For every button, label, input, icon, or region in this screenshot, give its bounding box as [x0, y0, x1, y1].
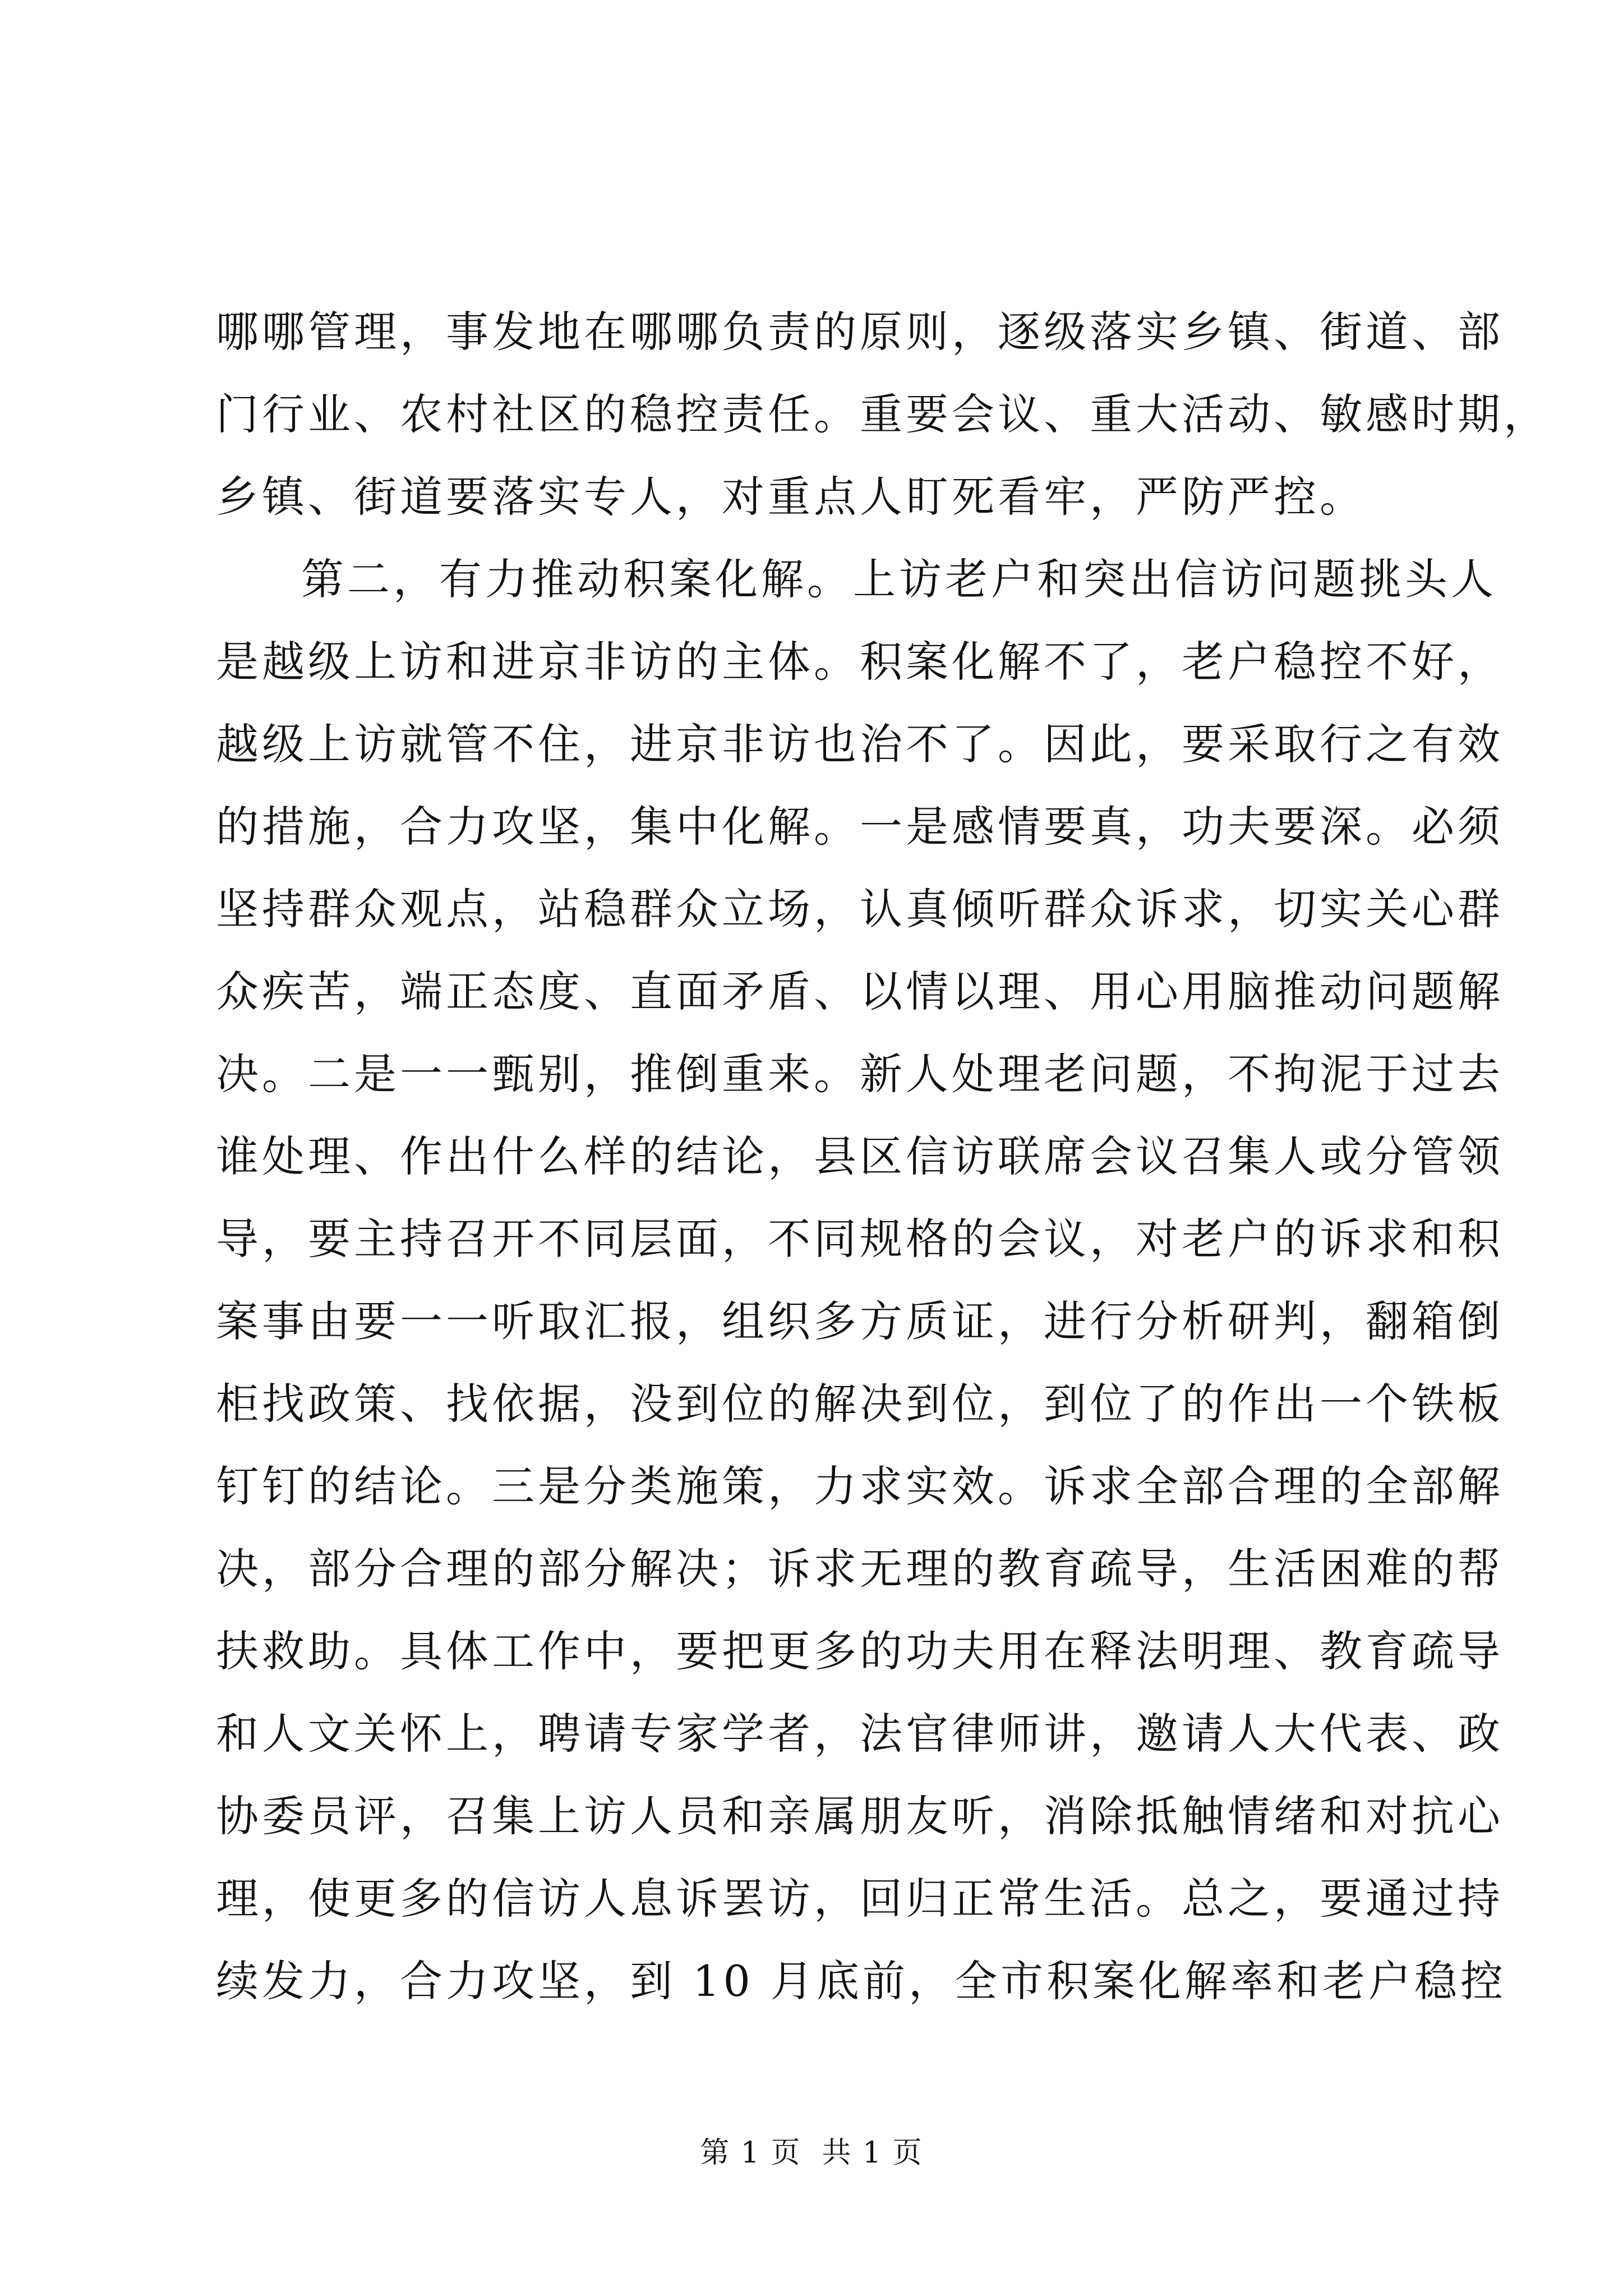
text-line: 的措施，合力攻坚，集中化解。一是感情要真，功夫要深。必须 [216, 802, 1504, 852]
text-line: 坚持群众观点，站稳群众立场，认真倾听群众诉求，切实关心群 [216, 884, 1504, 934]
text-line: 谁处理、作出什么样的结论，县区信访联席会议召集人或分管领 [216, 1131, 1504, 1181]
text-line: 钉钉的结论。三是分类施策，力求实效。诉求全部合理的全部解 [216, 1461, 1504, 1511]
text-line: 决，部分合理的部分解决；诉求无理的教育疏导，生活困难的帮 [216, 1544, 1504, 1594]
text-line: 是越级上访和进京非访的主体。积案化解不了，老户稳控不好， [216, 637, 1504, 687]
text-line: 扶救助。具体工作中，要把更多的功夫用在释法明理、教育疏导 [216, 1626, 1504, 1676]
text-line: 导，要主持召开不同层面，不同规格的会议，对老户的诉求和积 [216, 1214, 1504, 1264]
text-line: 协委员评，召集上访人员和亲属朋友听，消除抵触情绪和对抗心 [216, 1791, 1504, 1841]
document-body [216, 291, 1550, 2022]
text-line: 续发力，合力攻坚，到 10 月底前，全市积案化解率和老户稳控 [216, 1956, 1507, 2006]
text-line: 越级上访就管不住，进京非访也治不了。因此，要采取行之有效 [216, 719, 1504, 769]
text-line: 哪哪管理，事发地在哪哪负责的原则，逐级落实乡镇、街道、部 [216, 307, 1504, 357]
text-line: 理，使更多的信访人息诉罢访，回归正常生活。总之，要通过持 [216, 1874, 1504, 1924]
text-line: 乡镇、街道要落实专人，对重点人盯死看牢，严防严控。 [216, 472, 1366, 522]
text-line: 决。二是一一甄别，推倒重来。新人处理老问题，不拘泥于过去 [216, 1049, 1504, 1099]
text-line: 案事由要一一听取汇报，组织多方质证，进行分析研判，翻箱倒 [216, 1296, 1504, 1346]
text-line: 柜找政策、找依据，没到位的解决到位，到位了的作出一个铁板 [216, 1379, 1504, 1429]
page-number-footer: 第 1 页 共 1 页 [700, 2136, 923, 2170]
paragraph-first-line: 第二，有力推动积案化解。上访老户和突出信访问题挑头人 [301, 554, 1497, 604]
text-line: 众疾苦，端正态度、直面矛盾、以情以理、用心用脑推动问题解 [216, 967, 1504, 1016]
text-line: 和人文关怀上，聘请专家学者，法官律师讲，邀请人大代表、政 [216, 1709, 1504, 1759]
text-line: 门行业、农村社区的稳控责任。重要会议、重大活动、敏感时期， [216, 389, 1550, 439]
